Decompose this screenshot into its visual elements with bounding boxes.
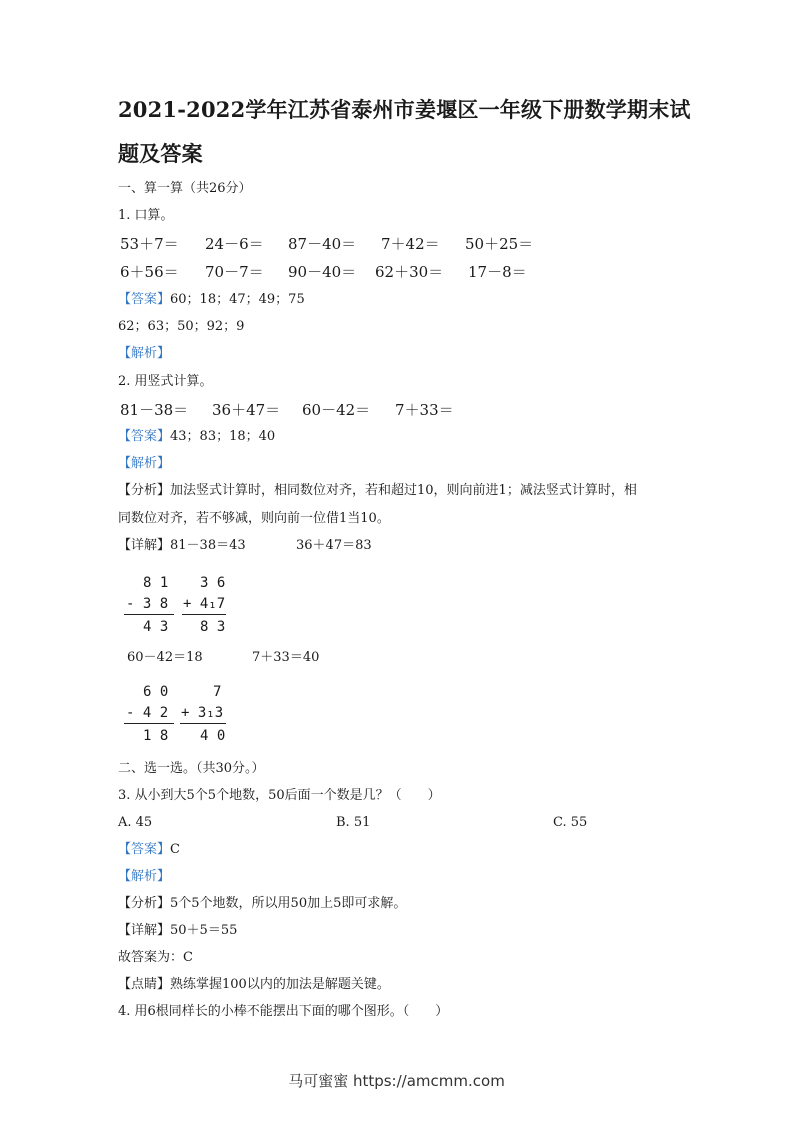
xiangjie-tag: 【详解】 xyxy=(118,923,171,938)
q3-fenxi-text: 5个5个地数，所以用50加上5即可求解。 xyxy=(170,896,407,911)
q1-expr: 17－8＝ xyxy=(468,263,527,281)
q1-analysis-tag: 【解析】 xyxy=(118,346,171,361)
q1-expr: 50＋25＝ xyxy=(465,235,534,253)
q1-expr: 53＋7＝ xyxy=(120,235,179,253)
vcalc-operand: - 4 2 xyxy=(126,705,169,721)
answer-tag: 【答案】 xyxy=(118,429,171,444)
vcalc-result: 1 8 xyxy=(143,728,169,744)
dianjing-tag: 【点睛】 xyxy=(118,977,171,992)
fenxi-tag: 【分析】 xyxy=(118,896,171,911)
q3-label: 3. 从小到大5个5个地数，50后面一个数是几？（ ） xyxy=(118,788,441,803)
xiangjie-tag: 【详解】 xyxy=(118,538,171,553)
q3-fenxi xyxy=(118,895,406,913)
q1-answer xyxy=(118,291,305,309)
vcalc-top: 7 xyxy=(213,684,222,700)
q1-expr: 24－6＝ xyxy=(205,235,264,253)
vcalc-rule xyxy=(124,614,174,615)
q1-expr: 62＋30＝ xyxy=(375,263,444,281)
q3-dianjing xyxy=(118,976,390,994)
q3-option-c: C. 55 xyxy=(553,815,588,830)
q2-answer xyxy=(118,428,275,446)
q2-fenxi-text-2: 同数位对齐，若不够减，则向前一位借1当10。 xyxy=(118,511,390,526)
vcalc-top: 3 6 xyxy=(200,575,226,591)
q1-label: 1. 口算。 xyxy=(118,208,174,223)
q1-expr: 6＋56＝ xyxy=(120,263,179,281)
q1-answer-text-2: 62；63；50；92；9 xyxy=(118,319,245,334)
q1-answer-text-1: 60；18；47；49；75 xyxy=(170,292,305,307)
answer-tag: 【答案】 xyxy=(118,842,171,857)
q2-xiangjie-eq4: 7＋33＝40 xyxy=(252,650,320,665)
vcalc-rule xyxy=(182,614,226,615)
q3-conclusion: 故答案为：C xyxy=(118,950,193,965)
section1-heading: 一、算一算（共26分） xyxy=(118,181,252,196)
section2-heading: 二、选一选。（共30分。） xyxy=(118,761,265,776)
q4-label: 4. 用6根同样长的小棒不能摆出下面的哪个图形。（ ） xyxy=(118,1004,449,1019)
q2-analysis-tag: 【解析】 xyxy=(118,456,171,471)
q2-xiangjie-eq2: 36＋47＝83 xyxy=(296,538,372,553)
q2-xiangjie xyxy=(118,537,246,555)
q1-expr: 87－40＝ xyxy=(288,235,357,253)
q3-xiangjie-text: 50＋5＝55 xyxy=(170,923,238,938)
vcalc-result: 4 0 xyxy=(200,728,226,744)
vcalc-rule xyxy=(180,723,226,724)
q1-expr: 70－7＝ xyxy=(205,263,264,281)
vcalc-result: 4 3 xyxy=(143,619,169,635)
q2-answer-text: 43；83；18；40 xyxy=(170,429,276,444)
vcalc-operand: + 3₁3 xyxy=(181,705,224,721)
vcalc-result: 8 3 xyxy=(200,619,226,635)
document-title-line1: 2021-2022学年江苏省泰州市姜堰区一年级下册数学期末试 xyxy=(118,97,691,122)
vcalc-operand: - 3 8 xyxy=(126,596,169,612)
q2-fenxi xyxy=(118,482,637,500)
document-title-line2: 题及答案 xyxy=(118,141,203,166)
q3-xiangjie xyxy=(118,922,237,940)
footer-watermark: 马可蜜蜜 https://amcmm.com xyxy=(288,1072,505,1090)
answer-tag: 【答案】 xyxy=(118,292,171,307)
vcalc-top: 6 0 xyxy=(143,684,169,700)
q2-expr: 7＋33＝ xyxy=(395,401,454,419)
q3-answer xyxy=(118,841,180,859)
q2-label: 2. 用竖式计算。 xyxy=(118,374,213,389)
q2-xiangjie-eq3: 60－42＝18 xyxy=(127,650,203,665)
fenxi-tag: 【分析】 xyxy=(118,483,171,498)
q3-option-a: A. 45 xyxy=(118,815,153,830)
q2-xiangjie-eq1: 81－38＝43 xyxy=(170,538,246,553)
q3-answer-text: C xyxy=(170,842,180,857)
q2-expr: 36＋47＝ xyxy=(212,401,281,419)
q3-dianjing-text: 熟练掌握100以内的加法是解题关键。 xyxy=(170,977,390,992)
vcalc-rule xyxy=(124,723,174,724)
q2-fenxi-text-1: 加法竖式计算时，相同数位对齐，若和超过10，则向前进1；减法竖式计算时，相 xyxy=(170,483,637,498)
q2-expr: 81－38＝ xyxy=(120,401,189,419)
q3-analysis-tag: 【解析】 xyxy=(118,869,171,884)
q2-expr: 60－42＝ xyxy=(302,401,371,419)
q1-expr: 7＋42＝ xyxy=(381,235,440,253)
vcalc-top: 8 1 xyxy=(143,575,169,591)
q3-option-b: B. 51 xyxy=(336,815,371,830)
q1-expr: 90－40＝ xyxy=(288,263,357,281)
vcalc-operand: + 4₁7 xyxy=(183,596,226,612)
